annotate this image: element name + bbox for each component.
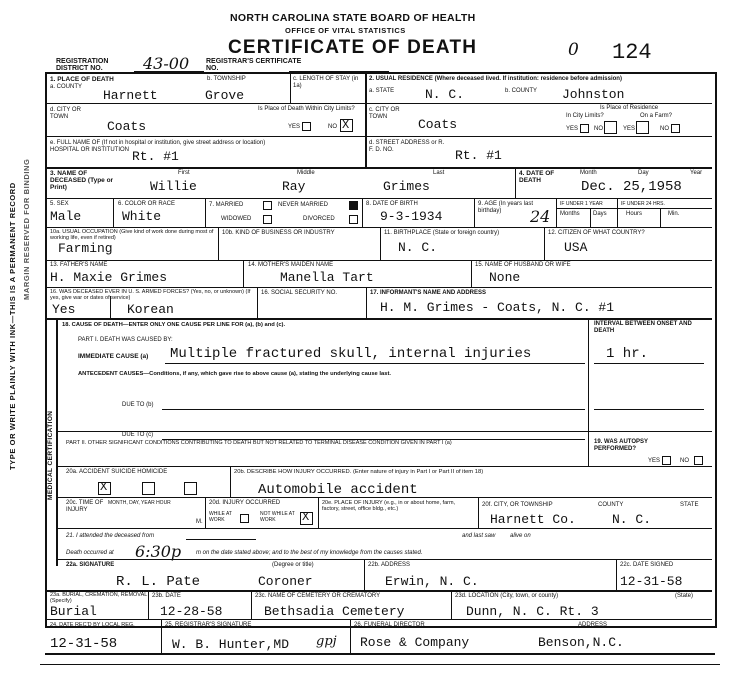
injury-city-value: Harnett Co. bbox=[490, 512, 576, 527]
residence-farm-yes-box[interactable] bbox=[636, 121, 649, 134]
burial-type-label: 23a. BURIAL, CREMATION, REMOVAL (Specify) bbox=[50, 592, 148, 604]
residence-city-yes: YES bbox=[566, 126, 579, 132]
registrar-initials: gpj bbox=[316, 634, 337, 649]
last-name-label: Last bbox=[433, 170, 445, 176]
birthplace-value: N. C. bbox=[398, 240, 438, 255]
occupation-label: 10a. USUAL OCCUPATION (Give kind of work done during most of working life, even if retired) bbox=[50, 229, 214, 241]
injury-state-label: STATE bbox=[680, 502, 699, 508]
never-married-box[interactable] bbox=[349, 201, 358, 210]
residence-city-no-box[interactable] bbox=[604, 121, 617, 134]
part-one-label: PART I. DEATH WAS CAUSED BY: bbox=[78, 337, 173, 343]
side-binding-text: TYPE OR WRITE PLAINLY WITH INK—THIS IS A PERMANENT RECORD bbox=[8, 182, 17, 470]
father-name-value: H. Maxie Grimes bbox=[50, 270, 168, 285]
length-of-stay-label: c. LENGTH OF STAY (in 1a) bbox=[293, 76, 359, 89]
office-heading: OFFICE OF VITAL STATISTICS bbox=[285, 26, 406, 35]
immediate-cause-value: Multiple fractured skull, internal injuries bbox=[170, 346, 532, 362]
residence-city-no: NO bbox=[594, 126, 603, 132]
residence-farm-no: NO bbox=[660, 126, 669, 132]
registration-district-value: 43-00 bbox=[143, 54, 190, 73]
signature-label: 22a. SIGNATURE bbox=[66, 562, 115, 568]
suicide-box[interactable] bbox=[142, 482, 155, 495]
residence-county-value: Johnston bbox=[562, 87, 625, 102]
medical-certification-label: MEDICAL CERTIFICATION bbox=[47, 410, 54, 500]
residence-city-limits-label: In City Limits? bbox=[566, 113, 604, 119]
sex-value: Male bbox=[50, 209, 82, 224]
injury-time-label: 20c. TIME OF INJURY bbox=[66, 500, 104, 513]
under-24-hours-label: IF UNDER 24 HRS. bbox=[621, 201, 665, 207]
accident-type-label: 20a. ACCIDENT SUICIDE HOMICIDE bbox=[66, 469, 168, 475]
due-to-b-label: DUE TO (b) bbox=[122, 402, 154, 408]
registrar-signature-value: W. B. Hunter,MD bbox=[172, 637, 290, 652]
under-one-year-label: IF UNDER 1 YEAR bbox=[560, 201, 603, 207]
homicide-box[interactable] bbox=[184, 482, 197, 495]
immediate-cause-label: IMMEDIATE CAUSE (a) bbox=[78, 353, 149, 360]
months-label: Months bbox=[560, 211, 580, 217]
death-city-value: Coats bbox=[107, 119, 147, 134]
hospital-value: Rt. #1 bbox=[132, 149, 179, 164]
funeral-director-value: Rose & Company bbox=[360, 635, 470, 650]
usual-residence-label: 2. USUAL RESIDENCE (Where deceased lived. If institution: residence before admission) bbox=[369, 76, 622, 82]
registrar-signature-label: 25. REGISTRAR'S SIGNATURE bbox=[165, 622, 252, 628]
business-label: 10b. KIND OF BUSINESS OR INDUSTRY bbox=[222, 230, 335, 236]
not-while-at-work-label: NOT WHILE AT WORK bbox=[260, 511, 295, 523]
cause-of-death-label: 18. CAUSE OF DEATH—ENTER ONLY ONE CAUSE PER LINE FOR (a), (b) and (c). bbox=[62, 322, 286, 328]
father-name-label: 13. FATHER'S NAME bbox=[50, 262, 108, 268]
injury-occurred-label: 20d. INJURY OCCURRED bbox=[209, 500, 281, 506]
residence-state-label: a. STATE bbox=[369, 88, 395, 94]
age-label: 9. AGE (In years last birthday) bbox=[478, 201, 534, 214]
social-security-label: 16. SOCIAL SECURITY NO. bbox=[261, 290, 338, 296]
informant-value: H. M. Grimes - Coats, N. C. #1 bbox=[380, 300, 615, 315]
funeral-director-address-value: Benson,N.C. bbox=[538, 635, 624, 650]
degree-value: Coroner bbox=[258, 574, 313, 589]
hospital-label: e. FULL NAME OF (If not in hospital or institution, give street address or location) HOSPITAL OR INSTITUTION bbox=[50, 140, 266, 153]
middle-name-label: Middle bbox=[297, 170, 315, 176]
injury-place-label: 20e. PLACE OF INJURY (e.g., in or about home, farm, factory, street, office bldg., etc.) bbox=[322, 500, 456, 512]
residence-street-label: d. STREET ADDRESS or R. F. D. NO. bbox=[369, 140, 445, 153]
burial-date-label: 23b. DATE bbox=[152, 593, 181, 599]
degree-label: (Degree or title) bbox=[272, 562, 314, 568]
death-township-label: b. TOWNSHIP bbox=[207, 76, 246, 82]
residence-farm-label: On a Farm? bbox=[640, 113, 673, 119]
certificate-title: CERTIFICATE OF DEATH bbox=[228, 37, 478, 58]
attended-last-saw: and last saw bbox=[462, 533, 496, 539]
citizen-label: 12. CITIZEN OF WHAT COUNTRY? bbox=[548, 230, 645, 236]
not-while-at-work-mark: X bbox=[302, 510, 310, 524]
injury-how-label: 20b. DESCRIBE HOW INJURY OCCURRED. (Enter nature of injury in Part I or Part II of item 18) bbox=[234, 469, 484, 475]
date-received-label: 24. DATE REC'D BY LOCAL REG. bbox=[50, 622, 135, 628]
date-of-death-label: 4. DATE OF DEATH bbox=[519, 170, 555, 184]
burial-type-value: Burial bbox=[50, 604, 97, 619]
death-city-limits-yes-box[interactable] bbox=[302, 122, 311, 131]
residence-state-value: N. C. bbox=[425, 87, 465, 102]
race-label: 6. COLOR OR RACE bbox=[118, 201, 176, 207]
cemetery-label: 23c. NAME OF CEMETERY OR CREMATORY bbox=[255, 593, 381, 599]
hours-label: Hours bbox=[626, 211, 643, 217]
injury-city-label: 20f. CITY, OR TOWNSHIP bbox=[482, 502, 553, 508]
residence-city-label: c. CITY OR TOWN bbox=[369, 107, 400, 120]
date-signed-value: 12-31-58 bbox=[620, 574, 683, 589]
residence-city-yes-box[interactable] bbox=[580, 124, 589, 133]
residence-place-label: Is Place of Residence bbox=[600, 105, 659, 111]
never-married-label: NEVER MARRIED bbox=[278, 202, 329, 208]
side-margin-text: MARGIN RESERVED FOR BINDING bbox=[22, 158, 31, 300]
residence-farm-no-box[interactable] bbox=[671, 124, 680, 133]
minutes-label: Min. bbox=[668, 211, 680, 217]
while-at-work-box[interactable] bbox=[240, 514, 249, 523]
death-city-limits-yes: YES bbox=[288, 124, 301, 130]
while-at-work-label: WHILE AT WORK bbox=[209, 511, 232, 523]
sex-label: 5. SEX bbox=[50, 201, 69, 207]
injury-how-value: Automobile accident bbox=[258, 482, 418, 498]
burial-location-state-label: (State) bbox=[675, 593, 694, 599]
injury-county-label: COUNTY bbox=[598, 502, 624, 508]
registration-district-label: REGISTRATION DISTRICT NO. bbox=[56, 58, 109, 72]
race-value: White bbox=[122, 209, 162, 224]
attended-alive-on: alive on bbox=[510, 533, 531, 539]
death-township-value: Grove bbox=[205, 88, 245, 103]
burial-location-value: Dunn, N. C. Rt. 3 bbox=[466, 604, 599, 619]
residence-city-value: Coats bbox=[418, 117, 458, 132]
burial-location-label: 23d. LOCATION (City, town, or county) bbox=[455, 593, 559, 599]
death-month-label: Month bbox=[580, 170, 597, 176]
part-two-label: PART II. OTHER SIGNIFICANT CONDITIONS CONTRIBUTING TO DEATH BUT NOT RELATED TO TERMINAL DISEASE CONDITION GIVEN IN PART I (a) bbox=[66, 440, 452, 446]
due-to-c-label: DUE TO (c) bbox=[122, 432, 154, 438]
first-name-value: Willie bbox=[150, 179, 197, 194]
residence-street-value: Rt. #1 bbox=[455, 148, 502, 163]
spouse-value: None bbox=[489, 270, 521, 285]
divorced-label: DIVORCED bbox=[303, 216, 335, 222]
death-city-limits-no-mark: X bbox=[342, 118, 350, 132]
injury-state-value: N. C. bbox=[612, 512, 652, 527]
death-city-label: d. CITY OR TOWN bbox=[50, 107, 81, 120]
date-of-birth-label: 8. DATE OF BIRTH bbox=[366, 201, 418, 207]
death-occurred-time: 6:30p bbox=[135, 542, 182, 561]
autopsy-label: 19. WAS AUTOPSY PERFORMED? bbox=[594, 439, 648, 452]
death-city-limits-no: NO bbox=[328, 124, 337, 130]
signature-value: R. L. Pate bbox=[116, 574, 201, 590]
first-name-label: First bbox=[178, 170, 190, 176]
attended-statement: 21. I attended the deceased from bbox=[66, 533, 155, 539]
certificate-number: 124 bbox=[612, 40, 652, 65]
injury-time-sub: MONTH, DAY, YEAR HOUR bbox=[108, 500, 171, 506]
interval-label: INTERVAL BETWEEN ONSET AND DEATH bbox=[594, 321, 692, 334]
death-occurred-prefix: Death occurred at bbox=[66, 550, 114, 556]
injury-time-m: M. bbox=[196, 519, 203, 525]
autopsy-yes-box[interactable] bbox=[662, 456, 671, 465]
autopsy-no-label: NO bbox=[680, 458, 689, 464]
autopsy-yes-label: YES bbox=[648, 458, 661, 464]
accident-mark: X bbox=[100, 480, 108, 494]
funeral-director-address-label: ADDRESS bbox=[578, 622, 608, 628]
occupation-value: Farming bbox=[58, 241, 113, 256]
birthplace-label: 11. BIRTHPLACE (State or foreign country) bbox=[384, 230, 500, 236]
middle-name-value: Ray bbox=[282, 179, 306, 194]
armed-forces-label: 16. WAS DECEASED EVER IN U. S. ARMED FORCES? (Yes, no, or unknown) (If yes, give war or dates of service) bbox=[50, 289, 251, 301]
last-name-value: Grimes bbox=[383, 179, 430, 194]
citizen-value: USA bbox=[564, 240, 588, 255]
days-label: Days bbox=[593, 211, 607, 217]
armed-forces-value: Yes bbox=[52, 302, 76, 317]
residence-farm-yes: YES bbox=[623, 126, 636, 132]
autopsy-no-box[interactable] bbox=[694, 456, 703, 465]
interval-value: 1 hr. bbox=[606, 346, 649, 362]
mother-name-value: Manella Tart bbox=[280, 270, 374, 285]
cemetery-value: Bethsadia Cemetery bbox=[264, 604, 405, 619]
death-year-label: Year bbox=[690, 170, 703, 176]
antecedent-causes-label: ANTECEDENT CAUSES—Conditions, if any, which gave rise to above cause (a), stating the underlying cause last. bbox=[78, 371, 391, 377]
death-occurred-suffix: m on the date stated above; and to the best of my knowledge from the causes stated. bbox=[196, 550, 423, 556]
handwritten-mark: 0 bbox=[568, 40, 579, 60]
date-of-birth-value: 9-3-1934 bbox=[380, 209, 443, 224]
date-signed-label: 22c. DATE SIGNED bbox=[620, 562, 674, 568]
informant-label: 17. INFORMANT'S NAME AND ADDRESS bbox=[370, 290, 486, 296]
signer-address-value: Erwin, N. C. bbox=[385, 574, 479, 589]
married-label: 7. MARRIED bbox=[209, 202, 244, 208]
registrar-certificate-label: REGISTRAR'S CERTIFICATE NO. bbox=[206, 58, 302, 72]
board-heading: NORTH CAROLINA STATE BOARD OF HEALTH bbox=[230, 12, 476, 24]
residence-county-label: b. COUNTY bbox=[505, 88, 538, 94]
age-value: 24 bbox=[530, 207, 551, 226]
deceased-name-label: 3. NAME OF DECEASED (Type or Print) bbox=[50, 170, 114, 191]
divorced-box[interactable] bbox=[349, 215, 358, 224]
death-county-value: Harnett bbox=[103, 88, 158, 103]
death-city-limits-label: Is Place of Death Within City Limits? bbox=[258, 106, 355, 112]
spouse-label: 15. NAME OF HUSBAND OR WIFE bbox=[475, 262, 571, 268]
burial-date-value: 12-28-58 bbox=[160, 604, 223, 619]
death-day-label: Day bbox=[638, 170, 649, 176]
date-of-death-value: Dec. 25,1958 bbox=[581, 179, 682, 195]
place-of-death-label: 1. PLACE OF DEATH bbox=[50, 76, 114, 83]
mother-name-label: 14. MOTHER'S MAIDEN NAME bbox=[248, 262, 334, 268]
date-received-value: 12-31-58 bbox=[50, 636, 118, 652]
widowed-label: WIDOWED bbox=[221, 216, 252, 222]
married-box[interactable] bbox=[263, 201, 272, 210]
widowed-box[interactable] bbox=[263, 215, 272, 224]
signer-address-label: 22b. ADDRESS bbox=[368, 562, 411, 568]
war-value: Korean bbox=[127, 302, 174, 317]
death-county-label: a. COUNTY bbox=[50, 84, 83, 90]
funeral-director-label: 26. FUNERAL DIRECTOR bbox=[354, 622, 425, 628]
